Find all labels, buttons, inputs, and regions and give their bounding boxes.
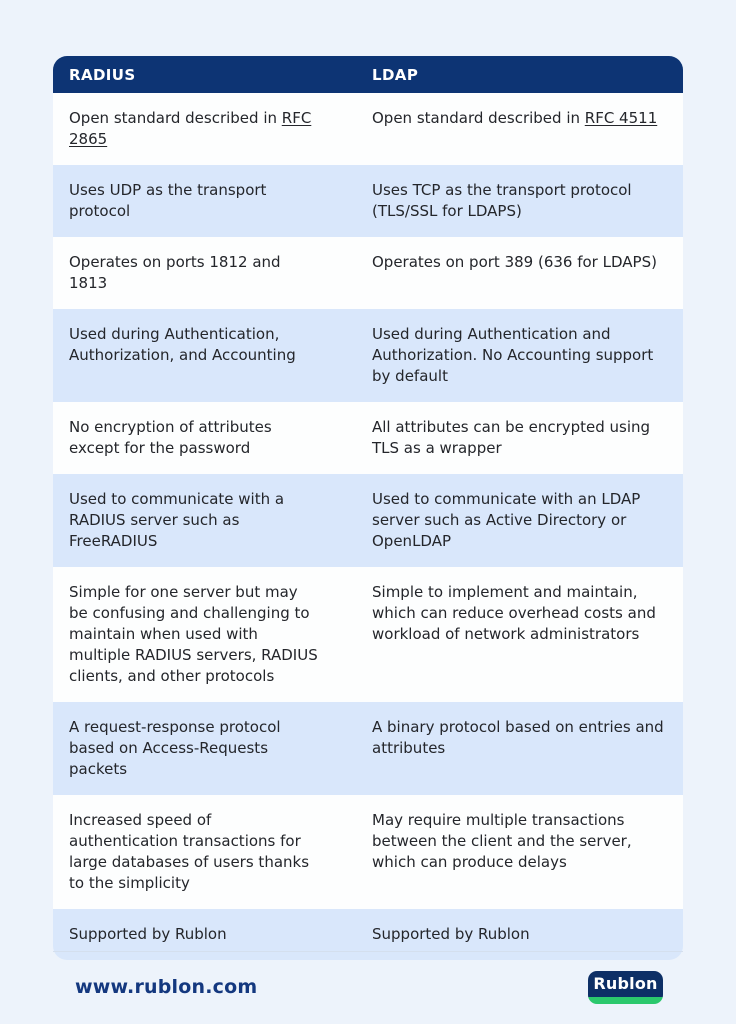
comparison-table (53, 56, 683, 960)
cell-ldap (356, 165, 683, 237)
table-row (53, 702, 683, 795)
cell-ldap (356, 567, 683, 702)
cell-text: A request-response protocol based on Access-Requests packets (69, 718, 281, 778)
cell-text: Operates on port 389 (636 for LDAPS) (372, 253, 657, 271)
cell-radius (53, 309, 356, 402)
cell-ldap (356, 309, 683, 402)
cell-text: Uses UDP as the transport protocol (69, 181, 267, 220)
cell-text: Increased speed of authentication transactions for large databases of users thanks to the simplicity (69, 811, 310, 892)
cell-text: All attributes can be encrypted using TLS as a wrapper (372, 418, 651, 457)
cell-text: Used to communicate with an LDAP server such as Active Directory or OpenLDAP (372, 490, 641, 550)
cell-radius (53, 93, 356, 165)
cell-radius (53, 474, 356, 567)
cell-ldap (356, 402, 683, 474)
cell-ldap (356, 474, 683, 567)
cell-radius (53, 909, 356, 960)
rublon-logo (588, 971, 663, 1004)
cell-text: A binary protocol based on entries and attributes (372, 718, 664, 757)
cell-radius (53, 237, 356, 309)
table-row (53, 474, 683, 567)
table-row (53, 567, 683, 702)
rublon-logo-green-bar (588, 997, 663, 1004)
cell-radius (53, 402, 356, 474)
cell-text: Open standard described in (372, 109, 585, 127)
table-row (53, 402, 683, 474)
cell-text: Simple to implement and maintain, which can reduce overhead costs and workload of network administrators (372, 583, 656, 643)
cell-text: Used during Authentication, Authorization, and Accounting (69, 325, 296, 364)
cell-ldap (356, 93, 683, 165)
cell-text: Supported by Rublon (372, 925, 530, 943)
website-link[interactable]: www.rublon.com (75, 976, 258, 998)
table-row (53, 795, 683, 909)
table-row (53, 93, 683, 165)
cell-text: Supported by Rublon (69, 925, 227, 943)
rfc-link[interactable]: RFC 2865 (69, 109, 312, 148)
cell-text: Used to communicate with a RADIUS server such as FreeRADIUS (69, 490, 285, 550)
footer-divider (53, 951, 683, 952)
column-header-ldap: LDAP (372, 65, 419, 84)
column-header-radius: RADIUS (69, 65, 136, 84)
cell-text: Operates on ports 1812 and 1813 (69, 253, 281, 292)
cell-text: Uses TCP as the transport protocol (TLS/SSL for LDAPS) (372, 181, 632, 220)
rfc-link[interactable]: RFC 4511 (584, 109, 658, 127)
footer (53, 970, 683, 1004)
table-header-row (53, 56, 683, 93)
cell-radius (53, 702, 356, 795)
table-row (53, 309, 683, 402)
cell-ldap (356, 237, 683, 309)
cell-text: Open standard described in (69, 109, 282, 127)
cell-radius (53, 567, 356, 702)
cell-ldap (356, 909, 683, 960)
table-row (53, 165, 683, 237)
cell-text: Simple for one server but may be confusing and challenging to maintain when used with multiple RADIUS servers, RADIUS clients, and other protocols (69, 583, 318, 685)
table-body (53, 93, 683, 960)
table-row (53, 909, 683, 960)
table-row (53, 237, 683, 309)
rublon-logo-wordmark: Rublon (588, 971, 663, 997)
cell-text: Used during Authentication and Authorization. No Accounting support by default (372, 325, 654, 385)
cell-text: May require multiple transactions between the client and the server, which can produce delays (372, 811, 632, 871)
cell-ldap (356, 702, 683, 795)
cell-ldap (356, 795, 683, 909)
cell-radius (53, 795, 356, 909)
cell-text: No encryption of attributes except for the password (69, 418, 272, 457)
cell-radius (53, 165, 356, 237)
